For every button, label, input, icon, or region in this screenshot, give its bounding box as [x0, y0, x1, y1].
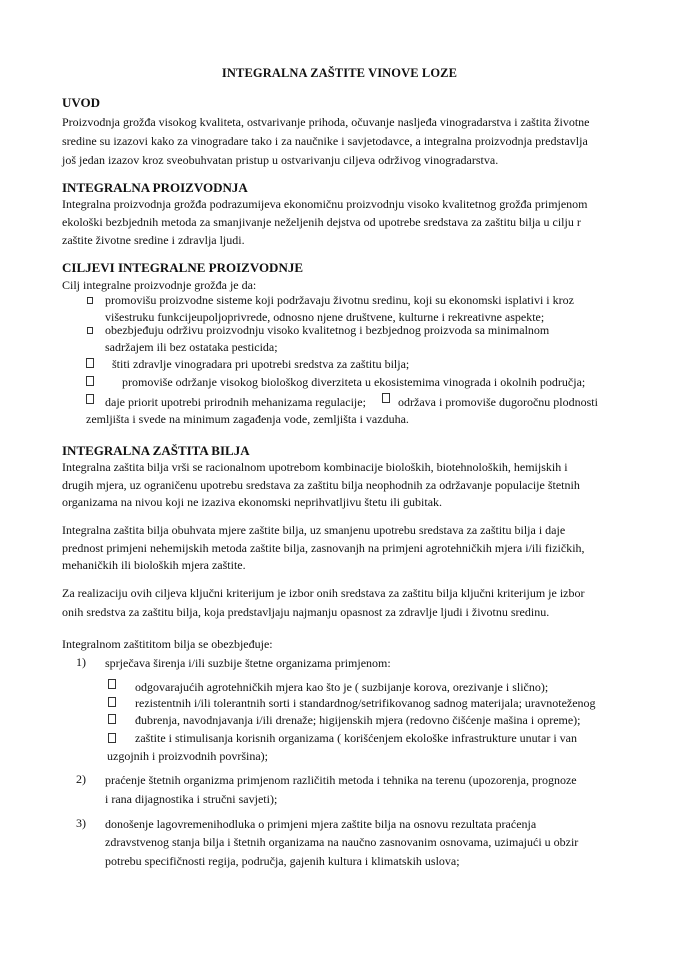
zastita-sub-2: rezistentnih i/ili tolerantnih sorti i standardnog/setrifikovanog sadnog materijala; uravnoteženog [135, 696, 596, 710]
ciljevi-item-6: održava i promoviše dugoročnu plodnosti [398, 395, 598, 409]
zastita-p1-line-2: drugih mjera, uz ograničenu upotrebu sredstava za zaštitu bilja neophodnih za održavanje populacije štetnih [62, 478, 580, 492]
ciljevi-item-6b: zemljišta i svede na minimum zagađenja vode, zemljišta i vazduha. [86, 412, 409, 426]
proizvodnja-line-2: ekološki bezbjednih metoda za smanjivanje neželjenih dejstva od upotrebe sredstava za zaštitu bilja u cilju r [62, 215, 581, 229]
uvod-line-2: sredine su izazovi kako za vinogradare tako i za naučnike i savjetodavce, a integralna proizvodnja predstavlja [62, 134, 588, 148]
zastita-p3-line-2: onih sredstva za zaštitu bilja, koja predstavljaju najmanju opasnost za zdravlje ljudi i životnu sredinu. [62, 605, 550, 619]
bullet-box-icon [86, 394, 94, 404]
heading-zastita: INTEGRALNA ZAŠTITA BILJA [62, 443, 250, 458]
bullet-box-icon [108, 733, 116, 743]
zastita-p2-line-2: prednost primjeni nehemijskih metoda zaštite bilja, zasnovanjh na primjeni agrotehničkih mjera i/ili fizičkih, [62, 541, 585, 555]
zastita-item-3a: donošenje lagovremenihodluka o primjeni mjera zaštite bilja na osnovu rezultata praćenja [105, 817, 537, 831]
ciljevi-item-1b: višestruku funkcijeupoljoprivrede, odnosno njene društvene, kulturne i rekreativne aspekte; [105, 310, 545, 324]
bullet-box-icon [108, 714, 116, 724]
bullet-box-icon [87, 297, 93, 304]
bullet-box-icon [382, 393, 390, 403]
document-title: INTEGRALNA ZAŠTITE VINOVE LOZE [221, 66, 458, 80]
zastita-item-2b: i rana dijagnostika i stručni savjeti); [105, 792, 278, 806]
zastita-intro: Integralnom zaštititom bilja se obezbjeđuje: [62, 637, 273, 651]
heading-ciljevi: CILJEVI INTEGRALNE PROIZVODNJE [62, 260, 304, 275]
zastita-sub-3: đubrenja, navodnjavanja i/ili drenaže; higijenskih mjera (redovno čišćenje mašina i opreme); [135, 713, 581, 727]
proizvodnja-line-1: Integralna proizvodnja grožđa podrazumijeva ekonomičnu proizvodnju visoko kvalitetnog grožđa primjenom [62, 197, 588, 211]
heading-integralna-proizvodnja: INTEGRALNA PROIZVODNJA [62, 180, 248, 195]
zastita-sub-1: odgovarajućih agrotehničkih mjera kao što je ( suzbijanje korova, orezivanje i slično); [135, 680, 549, 694]
list-number-1: 1) [76, 655, 86, 669]
ciljevi-item-2b: sadržajem ili bez ostataka pesticida; [105, 340, 278, 354]
bullet-box-icon [86, 358, 94, 368]
bullet-box-icon [108, 697, 116, 707]
zastita-p2-line-1: Integralna zaštita bilja obuhvata mjere zaštite bilja, uz smanjenu upotrebu sredstava za zaštitu bilja i daje [62, 523, 566, 537]
zastita-p3-line-1: Za realizaciju ovih ciljeva ključni kriterijum je izbor onih sredstava za zaštitu bilja ključni kriterijum je izbor [62, 586, 585, 600]
uvod-line-1: Proizvodnja grožđa visokog kvaliteta, ostvarivanje prihoda, očuvanje nasljeđa vinogradarstva i zaštita životne [62, 115, 590, 129]
zastita-item-2a: praćenje štetnih organizma primjenom različitih metoda i tehnika na terenu (upozorenja, prognoze [105, 773, 577, 787]
ciljevi-item-1a: promovišu proizvodne sisteme koji podržavaju životnu sredinu, koji su ekonomski isplativi i kroz [105, 293, 574, 307]
ciljevi-item-2a: obezbjeđuju održivu proizvodnju visoko kvalitetnog i bezbjednog proizvoda sa minimalnom [105, 323, 550, 337]
ciljevi-item-3: štiti zdravlje vinogradara pri upotrebi sredstva za zaštitu bilja; [112, 357, 410, 371]
heading-uvod: UVOD [62, 95, 101, 110]
list-number-3: 3) [76, 816, 86, 830]
zastita-item-3c: potrebu specifičnosti regija, područja, gajenih kultura i klimatskih uslova; [105, 854, 460, 868]
bullet-box-icon [86, 376, 94, 386]
zastita-p1-line-1: Integralna zaštita bilja vrši se racionalnom upotrebom kombinacije bioloških, biotehnoloških, hemijskih i [62, 460, 568, 474]
zastita-p2-line-3: mehaničkih ili bioloških mjera zaštite. [62, 558, 246, 572]
ciljevi-intro: Cilj integralne proizvodnje grožđa je da: [62, 278, 257, 292]
zastita-sub-4: zaštite i stimulisanja korisnih organizama ( korišćenjem ekološke infrastrukture unutar i van [135, 731, 577, 745]
zastita-sub-4b: uzgojnih i proizvodnih površina); [107, 749, 268, 763]
ciljevi-item-5: daje priorit upotrebi prirodnih mehanizama regulacije; [105, 395, 366, 409]
bullet-box-icon [87, 327, 93, 334]
uvod-line-3: još jedan izazov kroz sveobuhvatan pristup u ostvarivanju ciljeva održivog vinogradarstva. [62, 153, 499, 167]
zastita-item-1: sprječava širenja i/ili suzbije štetne organizama primjenom: [105, 656, 391, 670]
list-number-2: 2) [76, 772, 86, 786]
bullet-box-icon [108, 679, 116, 689]
zastita-p1-line-3: organizama na nivou koji ne izaziva ekonomski neprihvatljivu štetu ili gubitak. [62, 495, 443, 509]
ciljevi-item-4: promoviše održanje visokog biološkog diverziteta u ekosistemima vinograda i okolnih područja; [122, 375, 586, 389]
zastita-item-3b: zdravstvenog stanja bilja i štetnih organizama na naučno zasnovanim osnovama, uzimajući u obzir [105, 835, 579, 849]
proizvodnja-line-3: zaštite životne sredine i zdravlja ljudi. [62, 233, 245, 247]
